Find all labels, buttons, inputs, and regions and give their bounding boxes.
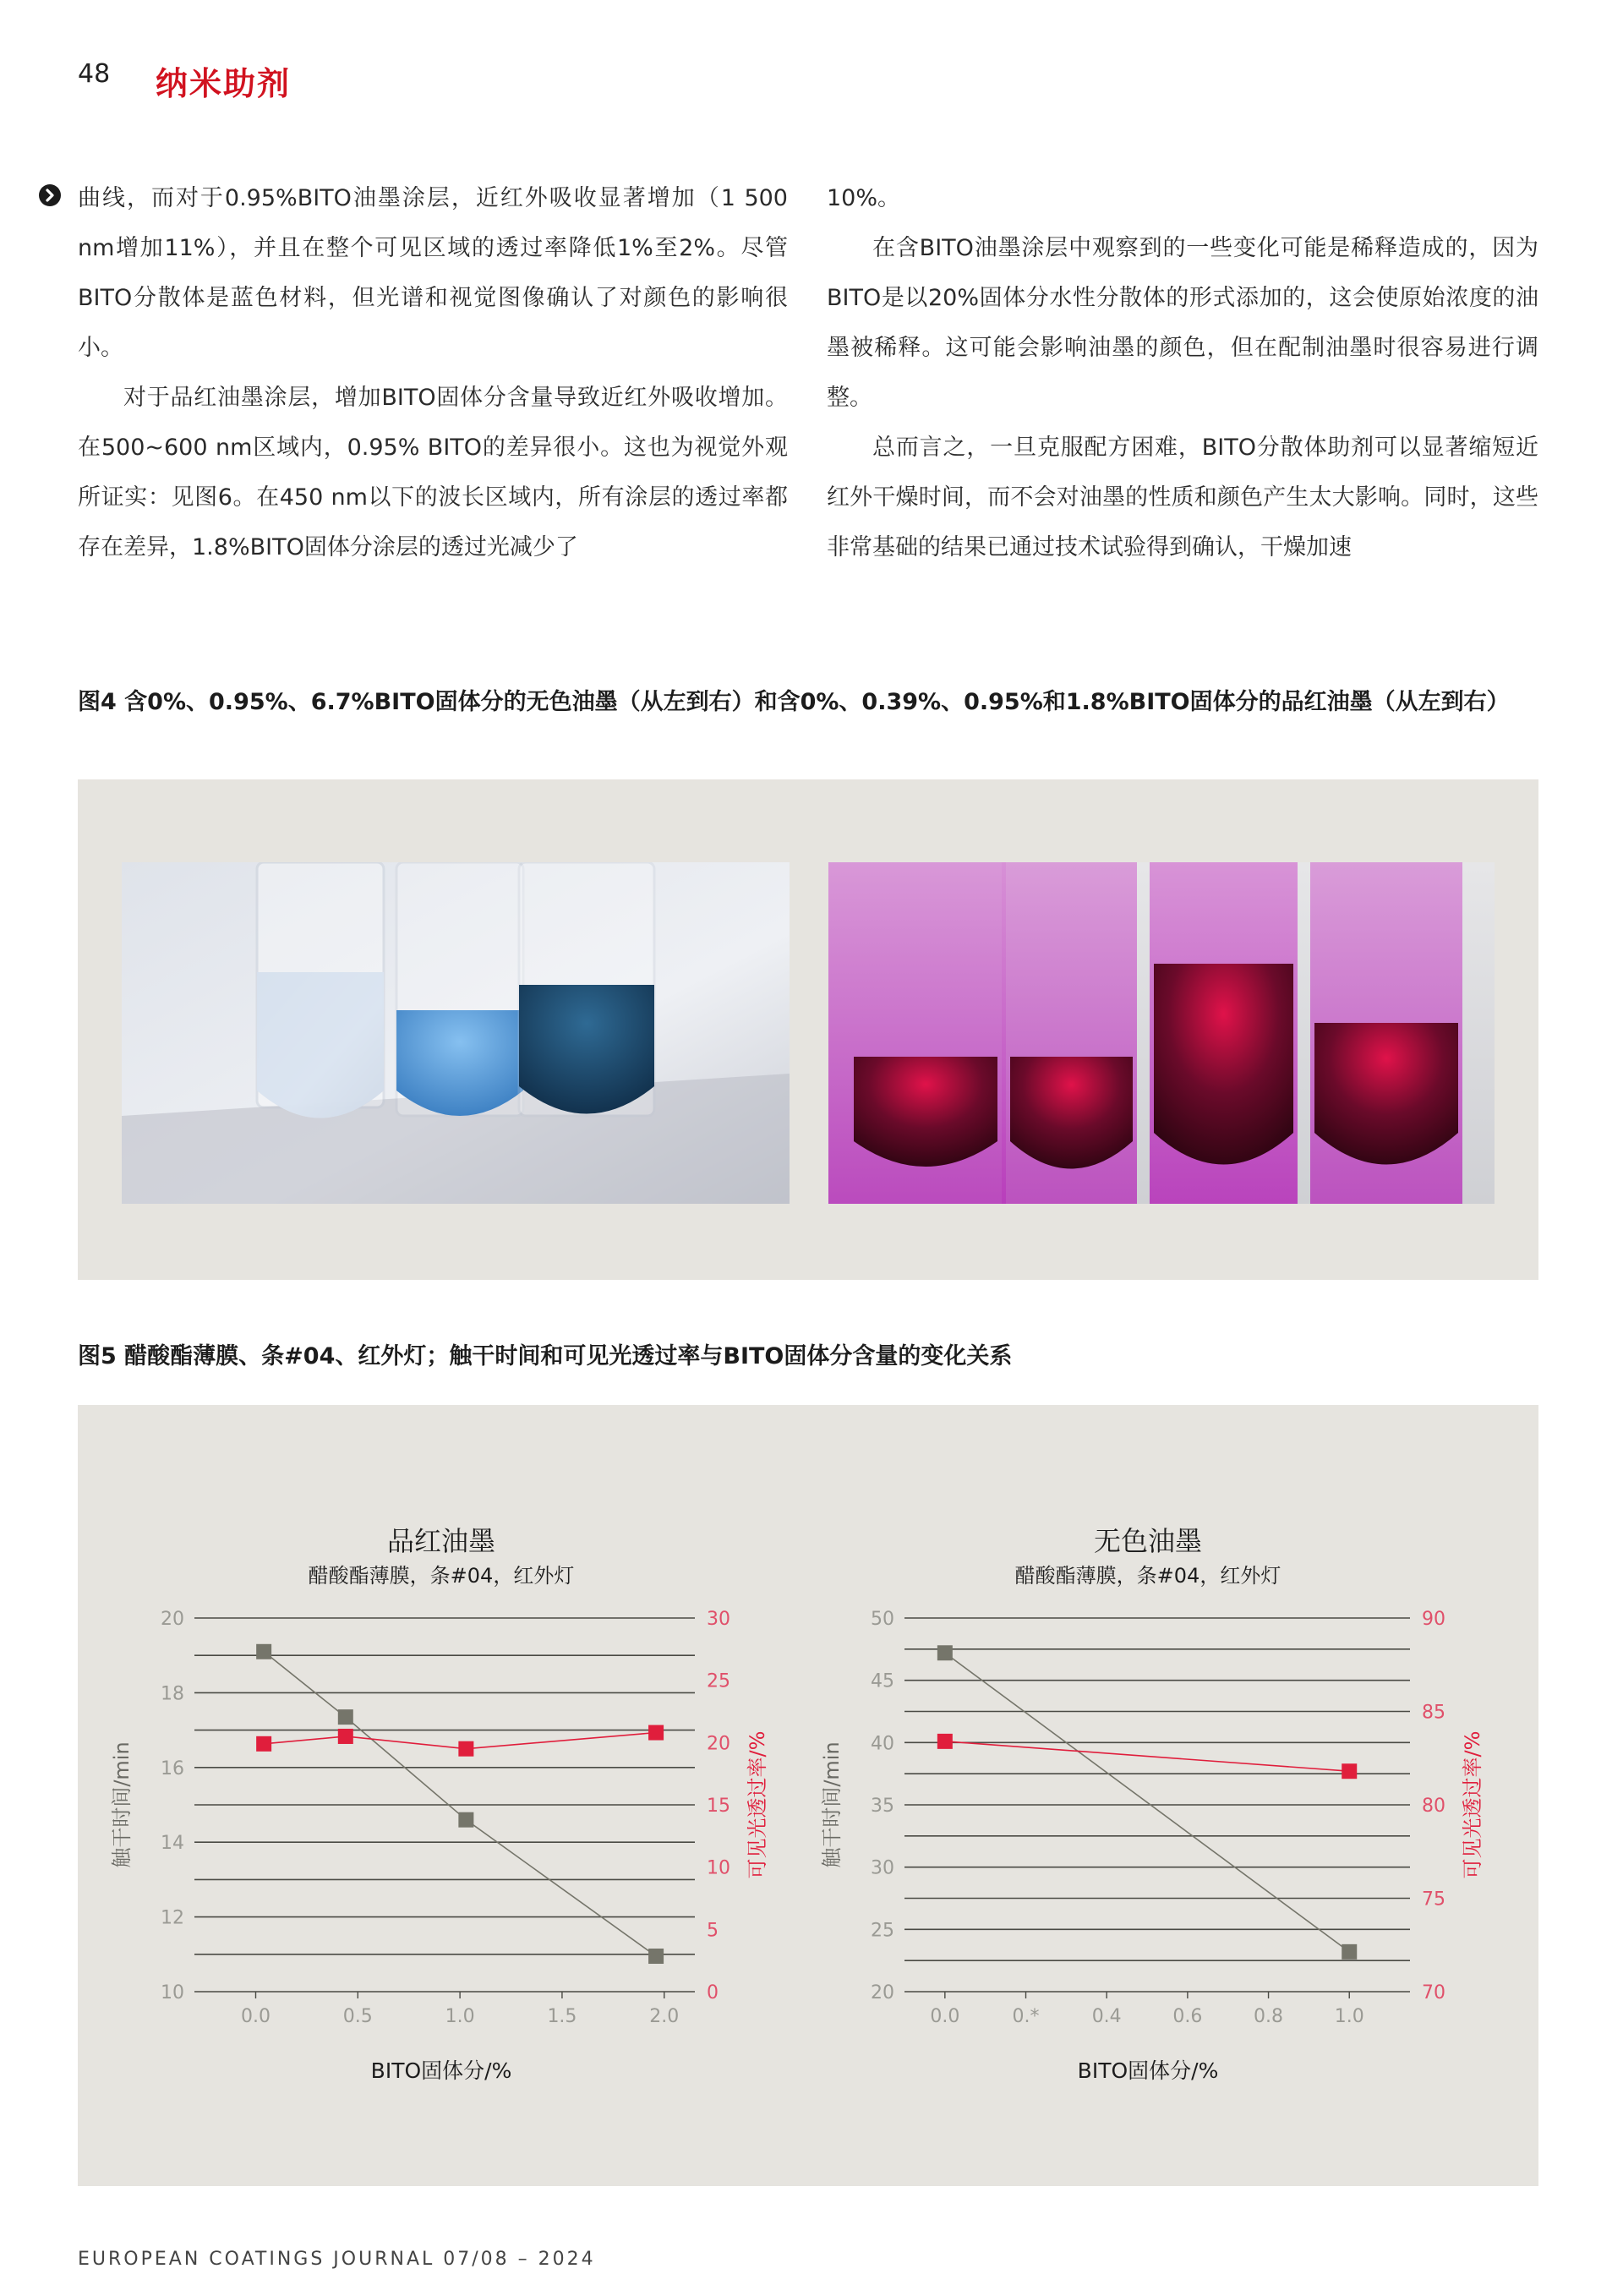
- chevron-right-icon: [39, 184, 61, 206]
- paragraph: 曲线，而对于0.95%BITO油墨涂层，近红外吸收显著增加（1 500 nm增加11%），并且在整个可见区域的透过率降低1%至2%。尽管BITO分散体是蓝色材料，但光谱和视觉图像确认了对颜色的影响很小。: [78, 185, 788, 361]
- journal-footer: EUROPEAN COATINGS JOURNAL 07/08 – 2024: [78, 2249, 596, 2270]
- y-right-tick-label: 5: [707, 1920, 719, 1942]
- chart-title: 无色油墨: [1093, 1525, 1203, 1557]
- y-left-tick-label: 40: [871, 1733, 894, 1755]
- figure5-charts: [78, 1405, 1538, 2186]
- transmittance-marker: [256, 1736, 271, 1752]
- drying-time-marker: [648, 1949, 664, 1964]
- chart-subtitle: 醋酸酯薄膜，条#04，红外灯: [308, 1564, 575, 1588]
- y-left-tick-label: 14: [161, 1833, 184, 1855]
- y-left-tick-label: 30: [871, 1857, 894, 1879]
- page-number: 48: [78, 59, 111, 89]
- clear-ink-tubes-photo: [122, 862, 790, 1204]
- drying-time-line: [945, 1653, 1349, 1952]
- y-right-tick-label: 25: [707, 1670, 730, 1692]
- chart-subtitle: 醋酸酯薄膜，条#04，红外灯: [1014, 1564, 1281, 1588]
- drying-time-marker: [937, 1645, 953, 1660]
- y-right-tick-label: 30: [707, 1609, 730, 1630]
- x-tick-label: 1.5: [547, 2006, 577, 2027]
- paragraph: 在含BITO油墨涂层中观察到的一些变化可能是稀释造成的，因为BITO是以20%固体分水性分散体的形式添加的，这会使原始浓度的油墨被稀释。这可能会影响油墨的颜色，但在配制油墨时很容易进行调整。: [827, 235, 1538, 411]
- x-tick-label: 0.0: [930, 2006, 960, 2027]
- x-tick-label: 0.0: [240, 2006, 270, 2027]
- transmittance-marker: [937, 1734, 953, 1749]
- drying-time-marker: [1342, 1944, 1357, 1960]
- y-right-axis-label: 可见光透过率/%: [1461, 1730, 1484, 1879]
- drying-time-marker: [256, 1644, 271, 1659]
- paragraph: 对于品红油墨涂层，增加BITO固体分含量导致近红外吸收增加。在500~600 nm区域内，0.95% BITO的差异很小。这也为视觉外观所证实：见图6。在450 nm以下的波长区域内，所有涂层的透过率都存在差异，1.8%BITO固体分涂层的透过光减少了: [78, 385, 788, 560]
- y-right-axis-label: 可见光透过率/%: [746, 1730, 769, 1879]
- y-right-tick-label: 20: [707, 1733, 730, 1755]
- figure5-caption: 图5 醋酸酯薄膜、条#04、红外灯；触干时间和可见光透过率与BITO固体分含量的变化关系: [78, 1343, 1013, 1369]
- paragraph: 10%。: [827, 185, 901, 211]
- x-tick-label: 0.6: [1172, 2006, 1203, 2027]
- x-axis-label: BITO固体分/%: [1077, 2058, 1219, 2083]
- y-left-tick-label: 25: [871, 1920, 894, 1942]
- figure4-caption: 图4 含0%、0.95%、6.7%BITO固体分的无色油墨（从左到右）和含0%、0.39%、0.95%和1.8%BITO固体分的品红油墨（从左到右）: [78, 689, 1510, 715]
- transmittance-line: [945, 1741, 1349, 1771]
- y-left-axis-label: 触干时间/min: [110, 1741, 134, 1868]
- y-right-tick-label: 75: [1422, 1889, 1445, 1911]
- y-left-tick-label: 20: [871, 1982, 894, 2004]
- x-tick-label: 0.4: [1091, 2006, 1122, 2027]
- magenta-ink-tubes-photo: [828, 862, 1495, 1204]
- y-left-tick-label: 16: [161, 1758, 184, 1779]
- section-title: 纳米助剂: [156, 65, 292, 102]
- y-left-axis-label: 触干时间/min: [820, 1741, 844, 1868]
- y-right-tick-label: 90: [1422, 1609, 1445, 1630]
- x-tick-label: 0.*: [1012, 2006, 1040, 2027]
- transmittance-marker: [1342, 1763, 1357, 1779]
- y-right-tick-label: 15: [707, 1796, 730, 1817]
- drying-time-marker: [458, 1812, 473, 1828]
- drying-time-marker: [338, 1709, 353, 1725]
- body-right-column: [827, 173, 1538, 572]
- x-tick-label: 0.8: [1254, 2006, 1284, 2027]
- y-right-tick-label: 0: [707, 1982, 719, 2004]
- x-tick-label: 1.0: [445, 2006, 475, 2027]
- x-tick-label: 0.5: [342, 2006, 373, 2027]
- y-left-tick-label: 50: [871, 1609, 894, 1630]
- body-left-column: [78, 173, 788, 572]
- transmittance-marker: [338, 1729, 353, 1744]
- x-axis-label: BITO固体分/%: [370, 2058, 512, 2083]
- y-left-tick-label: 12: [161, 1907, 184, 1929]
- y-left-tick-label: 18: [161, 1683, 184, 1705]
- y-left-tick-label: 10: [161, 1982, 184, 2004]
- y-left-tick-label: 45: [871, 1670, 894, 1692]
- transmittance-marker: [648, 1725, 664, 1741]
- y-right-tick-label: 70: [1422, 1982, 1445, 2004]
- y-right-tick-label: 85: [1422, 1702, 1445, 1724]
- paragraph: 总而言之，一旦克服配方困难，BITO分散体助剂可以显著缩短近红外干燥时间，而不会对油墨的性质和颜色产生太大影响。同时，这些非常基础的结果已通过技术试验得到确认，干燥加速: [827, 435, 1538, 560]
- y-right-tick-label: 10: [707, 1857, 730, 1879]
- y-left-tick-label: 35: [871, 1796, 894, 1817]
- y-left-tick-label: 20: [161, 1609, 184, 1630]
- x-tick-label: 1.0: [1334, 2006, 1364, 2027]
- y-right-tick-label: 80: [1422, 1796, 1445, 1817]
- transmittance-marker: [458, 1741, 473, 1757]
- drying-time-line: [264, 1652, 656, 1956]
- chart-title: 品红油墨: [386, 1525, 496, 1557]
- x-tick-label: 2.0: [649, 2006, 680, 2027]
